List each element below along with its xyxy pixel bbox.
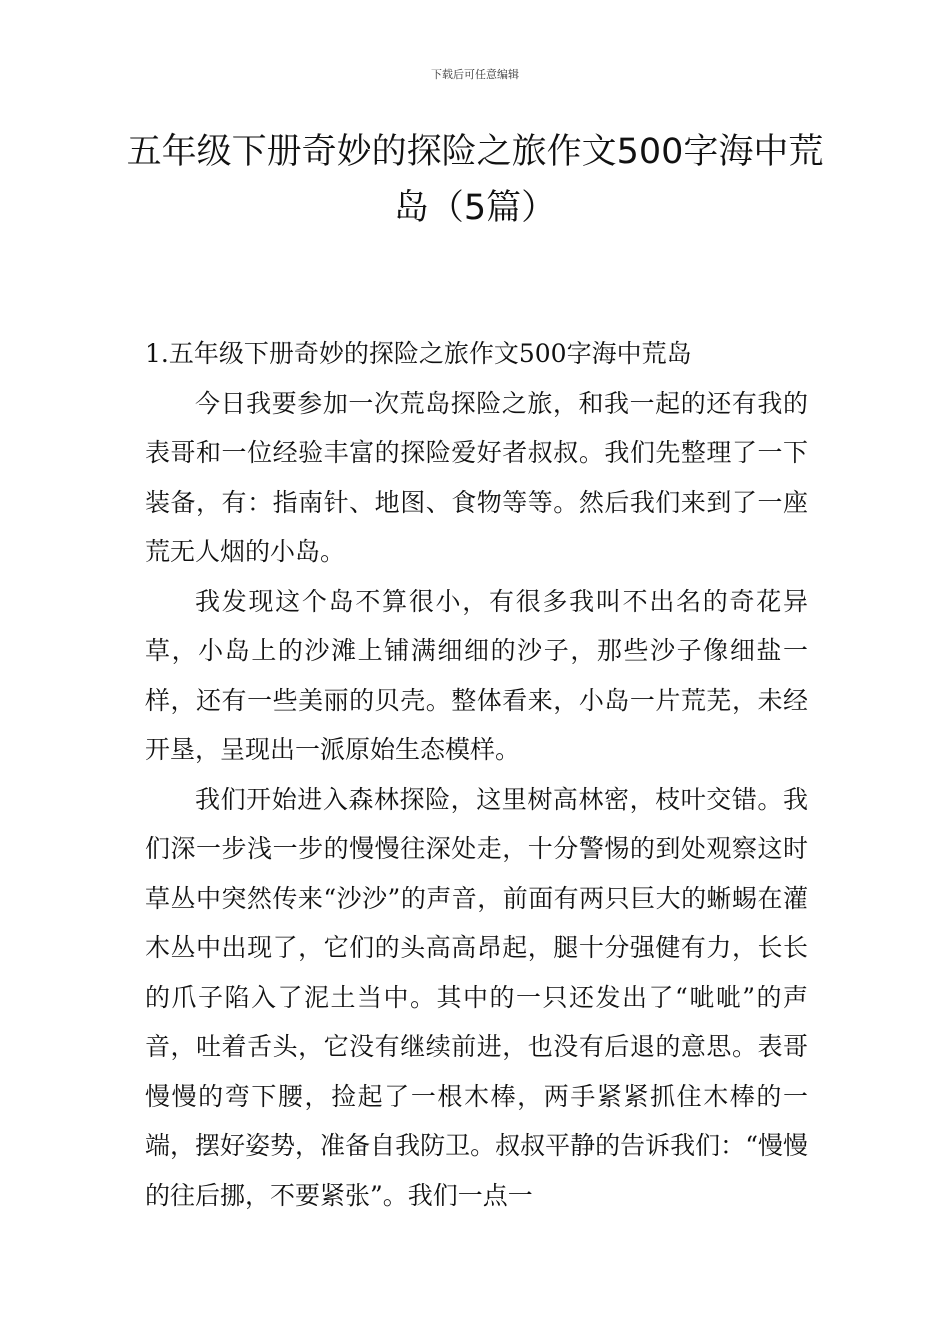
document-body: [145, 329, 808, 1220]
paragraph-2: 我发现这个岛不算很小，有很多我叫不出名的奇花异草，小岛上的沙滩上铺满细细的沙子，那些沙子像细盐一样，还有一些美丽的贝壳。整体看来，小岛一片荒芜，未经开垦，呈现出一派原始生态模样。: [145, 586, 808, 764]
header-note: 下载后可任意编辑: [431, 68, 519, 81]
section-heading: 1.五年级下册奇妙的探险之旅作文500字海中荒岛: [145, 339, 692, 368]
document-title: 五年级下册奇妙的探险之旅作文500字海中荒岛（5篇）: [126, 132, 824, 228]
paragraph-3: 我们开始进入森林探险，这里树高林密，枝叶交错。我们深一步浅一步的慢慢往深处走，十分警惕的到处观察这时草丛中突然传来“沙沙”的声音，前面有两只巨大的蜥蜴在灌木丛中出现了，它们的头高高昂起，腿十分强健有力，长长的爪子陷入了泥土当中。其中的一只还发出了“呲呲”的声音，吐着舌头，它没有继续前进，也没有后退的意思。表哥慢慢的弯下腰，捡起了一根木棒，两手紧紧抓住木棒的一端，摆好姿势，准备自我防卫。叔叔平静的告诉我们：“慢慢的往后挪，不要紧张”。我们一点一: [145, 784, 808, 1210]
paragraph-1: 今日我要参加一次荒岛探险之旅，和我一起的还有我的表哥和一位经验丰富的探险爱好者叔叔。我们先整理了一下装备，有：指南针、地图、食物等等。然后我们来到了一座荒无人烟的小岛。: [145, 388, 808, 566]
